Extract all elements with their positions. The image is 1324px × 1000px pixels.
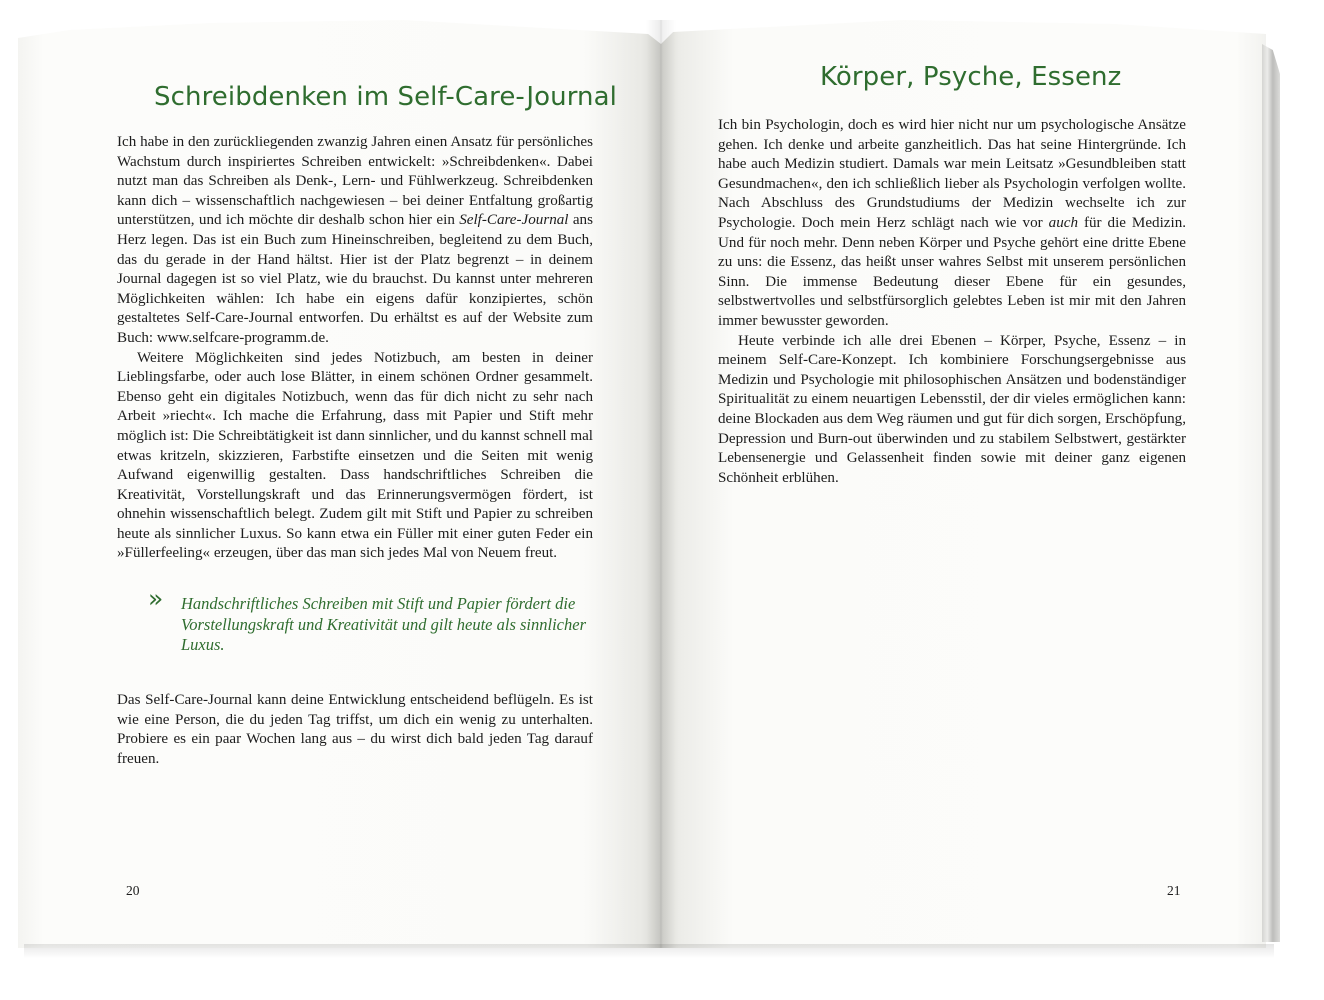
right-page-body bbox=[718, 116, 1186, 488]
pull-quote-text: Handschriftliches Schreiben mit Stift und Papier fördert die Vorstellungskraft und Kreativität und gilt heute als sinnlicher Luxus. bbox=[181, 594, 586, 654]
page-block-edge bbox=[1262, 44, 1280, 942]
right-paragraph-1 bbox=[718, 116, 1186, 332]
left-paragraph-1-emphasis: Self-Care-Journal bbox=[459, 212, 569, 229]
left-page-body bbox=[117, 133, 593, 564]
left-paragraph-1 bbox=[117, 133, 593, 349]
book-gutter bbox=[646, 20, 676, 948]
right-paragraph-2: Heute verbinde ich alle drei Ebenen – Körper, Psyche, Essenz – in meinem Self-Care-Konzept. Ich kombiniere Forschungsergebnisse aus Medizin und Psychologie mit philosophischen Ansätzen und bodenständiger Spiritualität zu einem neuartigen Lebensstil, der dir vieles ermöglichen kann: deine Blockaden aus dem Weg räumen und gut für dich sorgen, Erschöpfung, Depression und Burn-out überwinden und zu stabilem Selbstwert, gestärkter Lebensenergie und Gelassenheit finden sowie mit deiner ganz eigenen Schönheit erblühen. bbox=[718, 332, 1186, 486]
left-page-heading: Schreibdenken im Self-Care-Journal bbox=[154, 82, 617, 112]
page-number-right: 21 bbox=[1167, 883, 1181, 898]
right-paragraph-1-emphasis: auch bbox=[1048, 214, 1078, 231]
left-paragraph-1-text-b: ans Herz legen. Das ist ein Buch zum Hineinschreiben, begleitend zu dem Buch, das du gerade in der Hand hältst. Hier ist der Platz begrenzt – in deinem Journal dagegen ist so viel Platz, wie du brauchst. Du kannst unter mehreren Möglichkeiten wählen: Ich habe ein eigens dafür konzipiertes, schön gestaltetes Self-Care-Journal entworfen. Du erhältst es auf der Website zum Buch: www.selfcare-programm.de. bbox=[117, 212, 593, 346]
left-page-closing bbox=[117, 691, 593, 769]
right-paragraph-1-text-a: Ich bin Psychologin, doch es wird hier nicht nur um psychologische Ansätze gehen. Ich denke und arbeite ganzheitlich. Das hat seine Hintergründe. Ich habe auch Medizin studiert. Damals war mein Leitsatz »Gesundbleiben statt Gesundmachen«, den ich schließlich lieber als Psychologin verfolgen wollte. Nach Abschluss des Grundstudiums der Medizin wechselte ich zur Psychologie. Doch mein Herz schlägt nach wie vor bbox=[718, 117, 1186, 231]
page-number-left: 20 bbox=[126, 883, 140, 898]
right-paragraph-1-text-b: für die Medizin. Und für noch mehr. Denn neben Körper und Psyche gehört eine dritte Ebene zu uns: die Essenz, das heißt unser wahres Selbst mit unserem persönlichen Sinn. Die immense Bedeutung dieser Ebene für ein gesundes, selbstwertvolles und selbstfürsorglich gelebtes Leben ist mir mit den Jahren immer bewusster geworden. bbox=[718, 214, 1187, 329]
right-page-heading: Körper, Psyche, Essenz bbox=[820, 62, 1122, 92]
left-paragraph-1-text-a: Ich habe in den zurückliegenden zwanzig Jahren einen Ansatz für persönliches Wachstum durch inspiriertes Schreiben entwickelt: »Schreibdenken«. Dabei nutzt man das Schreiben als Denk-, Lern- und Fühlwerkzeug. Schreibdenken kann dich – wissenschaftlich nachgewiesen – bei deiner Entfaltung großartig unterstützen, und ich möchte dir deshalb schon hier ein bbox=[117, 134, 593, 229]
left-paragraph-3: Das Self-Care-Journal kann deine Entwicklung entscheidend beflügeln. Es ist wie eine Person, die du jeden Tag triffst, um dich ein wenig zu unterhalten. Probiere es ein paar Wochen lang aus – du wirst dich bald jeden Tag darauf freuen. bbox=[117, 692, 593, 767]
book-shadow bbox=[24, 944, 1274, 958]
quote-mark-icon: » bbox=[148, 584, 164, 613]
left-paragraph-2: Weitere Möglichkeiten sind jedes Notizbuch, am besten in deiner Lieblingsfarbe, oder auch lose Blätter, in einem schönen Ordner gesammelt. Ebenso geht ein digitales Notizbuch, wenn das für dich nicht zu sehr nach Arbeit »riecht«. Ich mache die Erfahrung, dass mit Papier und Stift mehr möglich ist: Die Schreibtätigkeit ist dann sinnlicher, und du kannst schnell mal etwas kritzeln, skizzieren, Farbstifte einsetzen und die Seiten mit wenig Aufwand eigenwillig gestalten. Dass handschriftliches Schreiben die Kreativität, Vorstellungskraft und das Erinnerungsvermögen fördert, ist ohnehin wissenschaftlich belegt. Zudem gilt mit Stift und Papier zu schreiben heute als sinnlicher Luxus. So kann etwa ein Füller mit einer guten Feder ein »Füllerfeeling« erzeugen, über das man sich jedes Mal von Neuem freut. bbox=[117, 349, 593, 562]
